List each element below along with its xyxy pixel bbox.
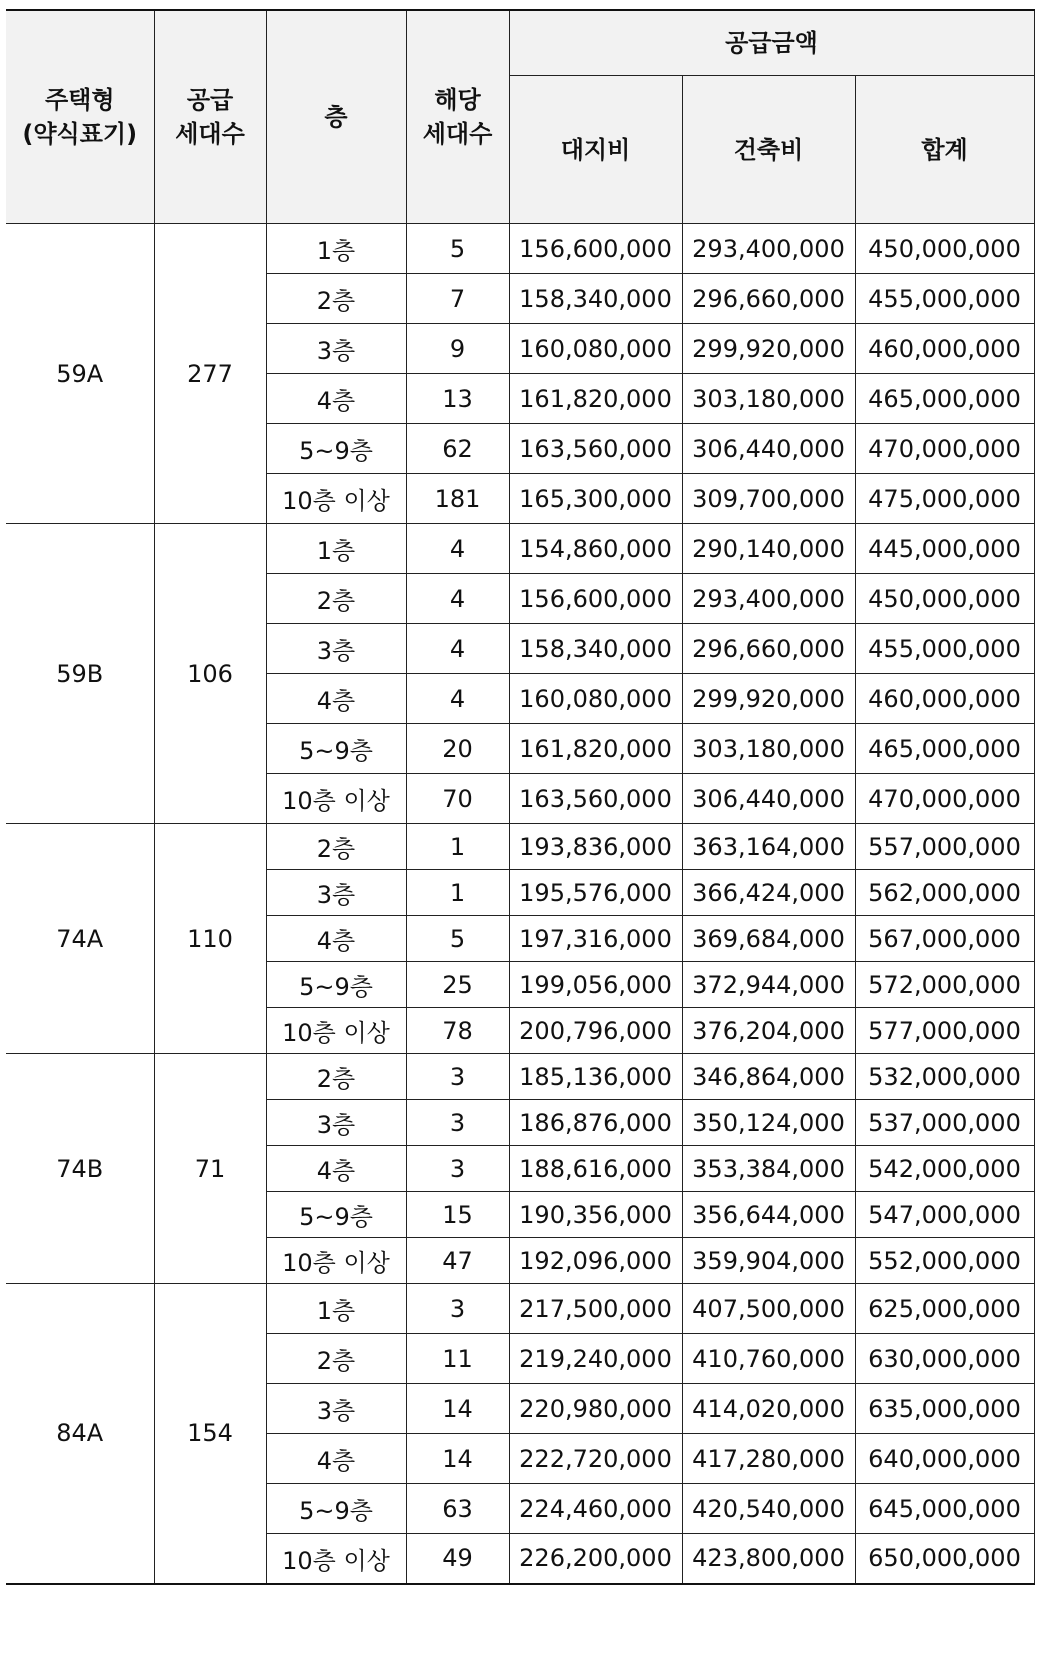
floor-cell: 5~9층	[266, 1192, 406, 1238]
housing-type-cell: 74B	[6, 1054, 154, 1284]
floor-cell: 3층	[266, 324, 406, 374]
applicable-units-cell: 3	[406, 1054, 509, 1100]
land-cost-cell: 161,820,000	[509, 724, 682, 774]
floor-cell: 5~9층	[266, 962, 406, 1008]
floor-cell: 10층 이상	[266, 1534, 406, 1584]
building-cost-cell: 363,164,000	[682, 824, 855, 870]
land-cost-cell: 158,340,000	[509, 624, 682, 674]
building-cost-cell: 407,500,000	[682, 1284, 855, 1334]
total-cell: 572,000,000	[855, 962, 1034, 1008]
total-cell: 537,000,000	[855, 1100, 1034, 1146]
floor-cell: 5~9층	[266, 724, 406, 774]
header-supply-price: 공급금액	[509, 10, 1034, 76]
building-cost-cell: 410,760,000	[682, 1334, 855, 1384]
table-row	[6, 524, 1034, 574]
building-cost-cell: 290,140,000	[682, 524, 855, 574]
building-cost-cell: 356,644,000	[682, 1192, 855, 1238]
floor-cell: 10층 이상	[266, 474, 406, 524]
land-cost-cell: 219,240,000	[509, 1334, 682, 1384]
land-cost-cell: 158,340,000	[509, 274, 682, 324]
applicable-units-cell: 47	[406, 1238, 509, 1284]
total-cell: 470,000,000	[855, 424, 1034, 474]
applicable-units-cell: 13	[406, 374, 509, 424]
applicable-units-cell: 3	[406, 1146, 509, 1192]
applicable-units-cell: 49	[406, 1534, 509, 1584]
header-applicable-units: 해당 세대수	[406, 10, 509, 224]
applicable-units-cell: 14	[406, 1384, 509, 1434]
header-land-cost: 대지비	[509, 76, 682, 224]
housing-type-cell: 59A	[6, 224, 154, 524]
price-table-container	[6, 9, 1034, 1585]
applicable-units-cell: 3	[406, 1100, 509, 1146]
floor-cell: 2층	[266, 824, 406, 870]
applicable-units-cell: 1	[406, 870, 509, 916]
floor-cell: 3층	[266, 870, 406, 916]
building-cost-cell: 376,204,000	[682, 1008, 855, 1054]
table-row	[6, 224, 1034, 274]
table-row	[6, 1284, 1034, 1334]
total-cell: 630,000,000	[855, 1334, 1034, 1384]
header-supply-units: 공급 세대수	[154, 10, 266, 224]
floor-cell: 10층 이상	[266, 774, 406, 824]
table-body	[6, 224, 1034, 1584]
total-cell: 567,000,000	[855, 916, 1034, 962]
floor-cell: 2층	[266, 274, 406, 324]
floor-cell: 2층	[266, 1334, 406, 1384]
applicable-units-cell: 3	[406, 1284, 509, 1334]
applicable-units-cell: 15	[406, 1192, 509, 1238]
total-cell: 557,000,000	[855, 824, 1034, 870]
total-cell: 547,000,000	[855, 1192, 1034, 1238]
applicable-units-cell: 14	[406, 1434, 509, 1484]
total-cell: 470,000,000	[855, 774, 1034, 824]
building-cost-cell: 303,180,000	[682, 724, 855, 774]
floor-cell: 10층 이상	[266, 1008, 406, 1054]
floor-cell: 4층	[266, 1146, 406, 1192]
land-cost-cell: 160,080,000	[509, 674, 682, 724]
total-cell: 455,000,000	[855, 274, 1034, 324]
total-cell: 450,000,000	[855, 224, 1034, 274]
total-cell: 455,000,000	[855, 624, 1034, 674]
applicable-units-cell: 4	[406, 624, 509, 674]
building-cost-cell: 293,400,000	[682, 224, 855, 274]
floor-cell: 1층	[266, 1284, 406, 1334]
total-cell: 640,000,000	[855, 1434, 1034, 1484]
applicable-units-cell: 20	[406, 724, 509, 774]
land-cost-cell: 200,796,000	[509, 1008, 682, 1054]
land-cost-cell: 163,560,000	[509, 424, 682, 474]
supply-units-cell: 71	[154, 1054, 266, 1284]
total-cell: 577,000,000	[855, 1008, 1034, 1054]
supply-units-cell: 154	[154, 1284, 266, 1584]
total-cell: 460,000,000	[855, 324, 1034, 374]
land-cost-cell: 165,300,000	[509, 474, 682, 524]
land-cost-cell: 160,080,000	[509, 324, 682, 374]
applicable-units-cell: 7	[406, 274, 509, 324]
building-cost-cell: 369,684,000	[682, 916, 855, 962]
housing-type-cell: 59B	[6, 524, 154, 824]
building-cost-cell: 293,400,000	[682, 574, 855, 624]
building-cost-cell: 414,020,000	[682, 1384, 855, 1434]
land-cost-cell: 193,836,000	[509, 824, 682, 870]
building-cost-cell: 296,660,000	[682, 624, 855, 674]
total-cell: 625,000,000	[855, 1284, 1034, 1334]
table-row	[6, 824, 1034, 870]
floor-cell: 5~9층	[266, 1484, 406, 1534]
total-cell: 465,000,000	[855, 374, 1034, 424]
land-cost-cell: 199,056,000	[509, 962, 682, 1008]
land-cost-cell: 226,200,000	[509, 1534, 682, 1584]
floor-cell: 4층	[266, 916, 406, 962]
building-cost-cell: 306,440,000	[682, 774, 855, 824]
total-cell: 650,000,000	[855, 1534, 1034, 1584]
land-cost-cell: 188,616,000	[509, 1146, 682, 1192]
header-housing-type: 주택형 (약식표기)	[6, 10, 154, 224]
land-cost-cell: 156,600,000	[509, 224, 682, 274]
land-cost-cell: 190,356,000	[509, 1192, 682, 1238]
total-cell: 645,000,000	[855, 1484, 1034, 1534]
applicable-units-cell: 70	[406, 774, 509, 824]
land-cost-cell: 185,136,000	[509, 1054, 682, 1100]
building-cost-cell: 353,384,000	[682, 1146, 855, 1192]
building-cost-cell: 309,700,000	[682, 474, 855, 524]
land-cost-cell: 220,980,000	[509, 1384, 682, 1434]
total-cell: 532,000,000	[855, 1054, 1034, 1100]
building-cost-cell: 296,660,000	[682, 274, 855, 324]
supply-units-cell: 110	[154, 824, 266, 1054]
floor-cell: 2층	[266, 1054, 406, 1100]
floor-cell: 10층 이상	[266, 1238, 406, 1284]
housing-type-cell: 84A	[6, 1284, 154, 1584]
supply-units-cell: 277	[154, 224, 266, 524]
floor-cell: 3층	[266, 1100, 406, 1146]
floor-cell: 3층	[266, 1384, 406, 1434]
applicable-units-cell: 4	[406, 674, 509, 724]
applicable-units-cell: 62	[406, 424, 509, 474]
applicable-units-cell: 63	[406, 1484, 509, 1534]
applicable-units-cell: 25	[406, 962, 509, 1008]
total-cell: 445,000,000	[855, 524, 1034, 574]
building-cost-cell: 299,920,000	[682, 324, 855, 374]
land-cost-cell: 195,576,000	[509, 870, 682, 916]
building-cost-cell: 359,904,000	[682, 1238, 855, 1284]
total-cell: 562,000,000	[855, 870, 1034, 916]
applicable-units-cell: 4	[406, 524, 509, 574]
supply-price-table	[6, 9, 1035, 1585]
land-cost-cell: 163,560,000	[509, 774, 682, 824]
applicable-units-cell: 4	[406, 574, 509, 624]
applicable-units-cell: 5	[406, 224, 509, 274]
header-building-cost: 건축비	[682, 76, 855, 224]
building-cost-cell: 420,540,000	[682, 1484, 855, 1534]
building-cost-cell: 306,440,000	[682, 424, 855, 474]
floor-cell: 1층	[266, 524, 406, 574]
land-cost-cell: 222,720,000	[509, 1434, 682, 1484]
floor-cell: 5~9층	[266, 424, 406, 474]
total-cell: 460,000,000	[855, 674, 1034, 724]
table-row	[6, 1054, 1034, 1100]
header-floor: 층	[266, 10, 406, 224]
building-cost-cell: 303,180,000	[682, 374, 855, 424]
applicable-units-cell: 5	[406, 916, 509, 962]
floor-cell: 4층	[266, 374, 406, 424]
building-cost-cell: 372,944,000	[682, 962, 855, 1008]
applicable-units-cell: 9	[406, 324, 509, 374]
applicable-units-cell: 11	[406, 1334, 509, 1384]
building-cost-cell: 366,424,000	[682, 870, 855, 916]
building-cost-cell: 299,920,000	[682, 674, 855, 724]
total-cell: 475,000,000	[855, 474, 1034, 524]
floor-cell: 1층	[266, 224, 406, 274]
building-cost-cell: 346,864,000	[682, 1054, 855, 1100]
land-cost-cell: 192,096,000	[509, 1238, 682, 1284]
land-cost-cell: 224,460,000	[509, 1484, 682, 1534]
floor-cell: 4층	[266, 1434, 406, 1484]
total-cell: 552,000,000	[855, 1238, 1034, 1284]
floor-cell: 2층	[266, 574, 406, 624]
land-cost-cell: 186,876,000	[509, 1100, 682, 1146]
total-cell: 450,000,000	[855, 574, 1034, 624]
supply-units-cell: 106	[154, 524, 266, 824]
applicable-units-cell: 1	[406, 824, 509, 870]
housing-type-cell: 74A	[6, 824, 154, 1054]
header-total: 합계	[855, 76, 1034, 224]
land-cost-cell: 217,500,000	[509, 1284, 682, 1334]
total-cell: 542,000,000	[855, 1146, 1034, 1192]
floor-cell: 4층	[266, 674, 406, 724]
land-cost-cell: 154,860,000	[509, 524, 682, 574]
land-cost-cell: 156,600,000	[509, 574, 682, 624]
building-cost-cell: 350,124,000	[682, 1100, 855, 1146]
land-cost-cell: 197,316,000	[509, 916, 682, 962]
land-cost-cell: 161,820,000	[509, 374, 682, 424]
applicable-units-cell: 181	[406, 474, 509, 524]
applicable-units-cell: 78	[406, 1008, 509, 1054]
total-cell: 465,000,000	[855, 724, 1034, 774]
building-cost-cell: 423,800,000	[682, 1534, 855, 1584]
floor-cell: 3층	[266, 624, 406, 674]
table-header	[6, 10, 1034, 224]
building-cost-cell: 417,280,000	[682, 1434, 855, 1484]
total-cell: 635,000,000	[855, 1384, 1034, 1434]
